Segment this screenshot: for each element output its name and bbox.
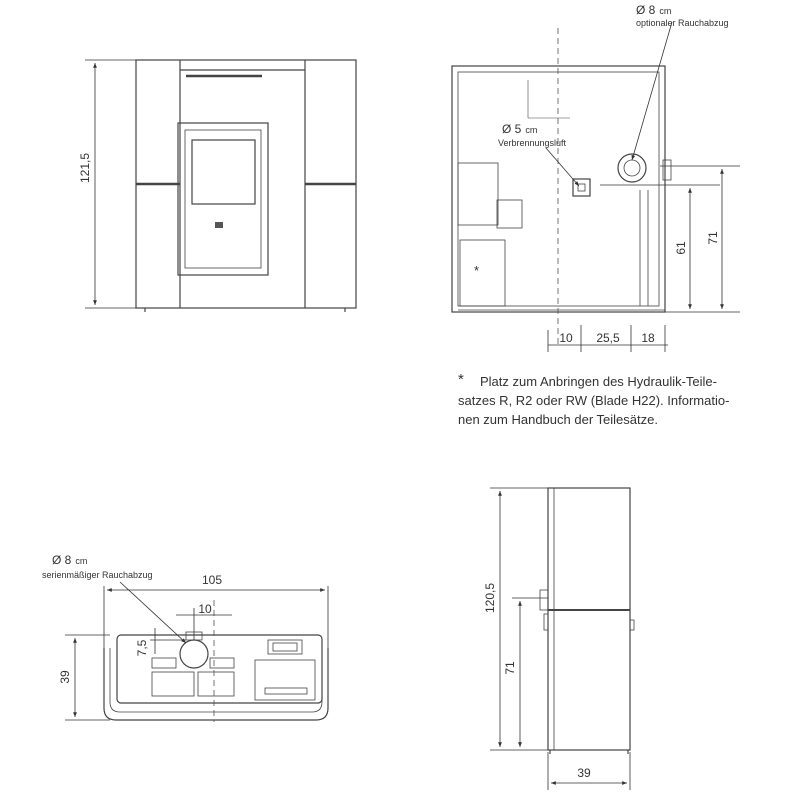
door-lock-icon [215, 222, 223, 228]
side-dimensions [490, 488, 630, 790]
rear-air-caption: Verbrennungsluft [498, 138, 567, 148]
side-dim-120-5: 120,5 [483, 582, 497, 614]
front-height-dimension [85, 60, 136, 308]
rear-view [452, 66, 671, 312]
rear-dim-18: 18 [641, 331, 655, 345]
rear-flue-diameter: Ø 8 cm [636, 3, 672, 17]
rear-dim-25-5: 25,5 [596, 331, 620, 345]
hydraulic-kit-space [460, 240, 505, 306]
rear-dim-61: 61 [674, 241, 688, 255]
top-dim-105: 105 [201, 573, 223, 587]
top-dim-10: 10 [198, 602, 212, 616]
rear-outer-frame [452, 66, 665, 312]
rear-flue-caption: optionaler Rauchabzug [636, 18, 729, 28]
footnote-line-3: nen zum Handbuch der Teilesätze. [458, 412, 658, 427]
footnote-line-2: satzes R, R2 oder RW (Blade H22). Informatio- [458, 393, 730, 408]
rear-air-diameter: Ø 5 cm [502, 122, 538, 136]
rear-kit-star: * [474, 263, 480, 278]
top-dim-39: 39 [58, 670, 72, 684]
top-flue-caption: serienmäßiger Rauchabzug [42, 570, 153, 580]
rear-leader-lines [546, 22, 672, 186]
side-dim-39: 39 [577, 766, 591, 780]
top-dim-7-5: 7,5 [135, 639, 149, 657]
footnote-line-1: Platz zum Anbringen des Hydraulik-Teile- [480, 374, 717, 389]
front-height-label: 121,5 [78, 152, 92, 184]
side-body [548, 488, 630, 750]
rear-dimensions [548, 166, 740, 352]
front-window [192, 140, 255, 204]
flue-outlet-top [180, 640, 208, 668]
rear-dim-10: 10 [559, 331, 573, 345]
top-flue-diameter: Ø 8 cm [52, 553, 88, 567]
flue-outlet-rear [618, 154, 646, 182]
top-outer-shell [104, 648, 328, 720]
side-dim-71: 71 [503, 661, 517, 675]
rear-dim-71: 71 [706, 231, 720, 245]
side-view [540, 488, 634, 754]
front-view [136, 60, 356, 312]
footnote-star: * [458, 371, 464, 388]
electronics-board [458, 163, 498, 225]
